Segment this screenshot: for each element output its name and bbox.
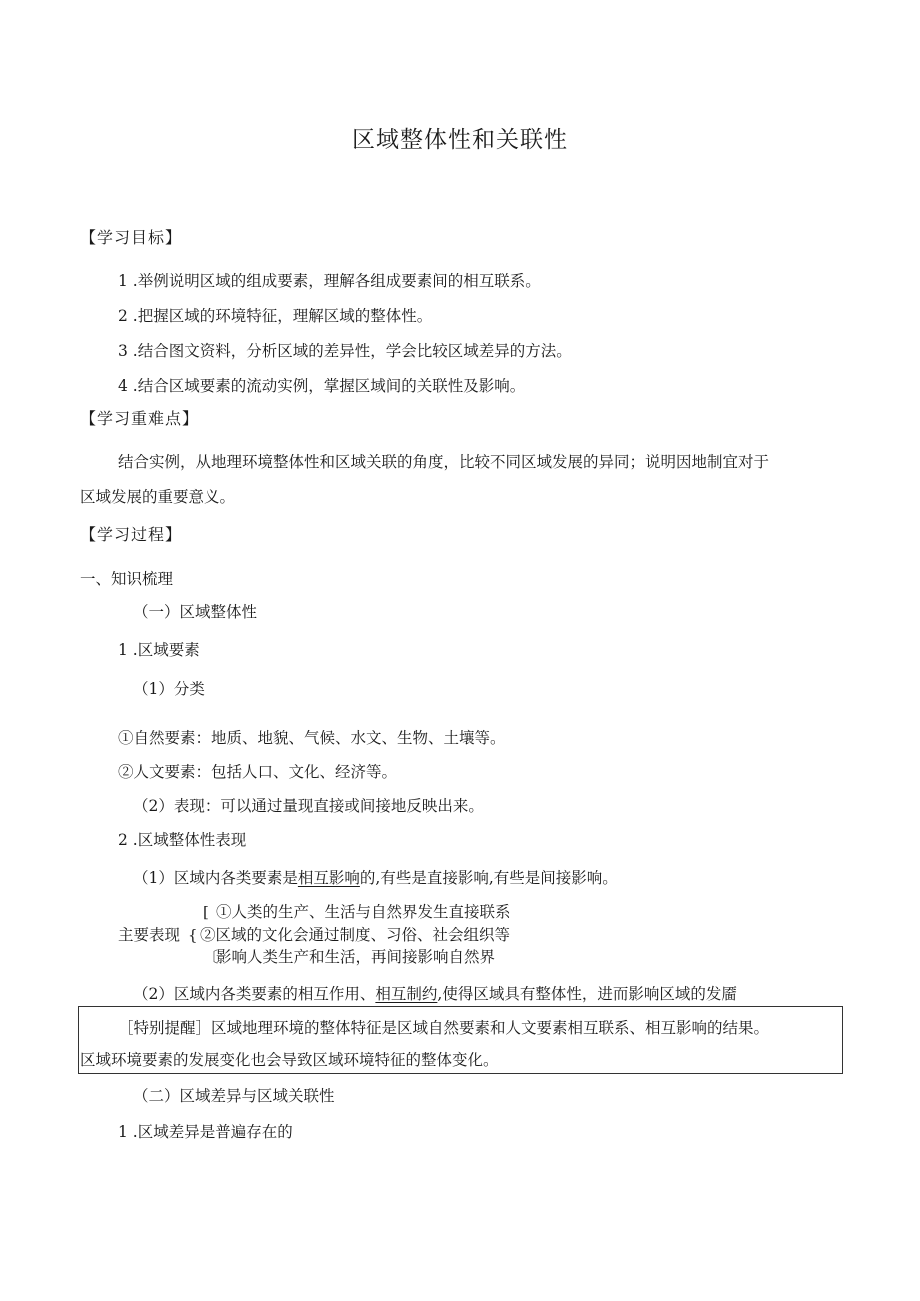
item-integrity: 2 .区域整体性表现 — [118, 831, 247, 849]
paragraph-interaction — [133, 868, 618, 888]
key-points-heading: 【学习重难点】 — [80, 409, 200, 428]
key-points-line-1: 结合实例，从地理环境整体性和区域关联的角度，比较不同区域发展的异同；说明因地制宜对于 — [118, 453, 770, 471]
paragraph-interaction-pre: （1）区域内各类要素是 — [133, 869, 298, 887]
paragraph-constraint-pre: （2）区域内各类要素的相互作用、 — [133, 985, 376, 1003]
item-classification: （1）分类 — [133, 680, 205, 698]
subsection-2: （二）区域差异与区域关联性 — [133, 1087, 335, 1105]
section-knowledge: 一、知识梳理 — [80, 570, 174, 588]
manifestation-2: ②区域的文化会通过制度、习俗、社会组织等 — [200, 926, 511, 944]
process-heading: 【学习过程】 — [80, 525, 183, 544]
objective-3: 3 .结合图文资料，分析区域的差异性，学会比较区域差异的方法。 — [118, 342, 572, 360]
human-elements: ②人文要素：包括人口、文化、经济等。 — [118, 763, 398, 781]
manifestation-3: 影响人类生产和生活，再间接影响自然界 — [216, 948, 496, 966]
objectives-heading: 【学习目标】 — [80, 228, 183, 247]
main-manifestation-label: 主要表现 — [118, 926, 181, 944]
page-title: 区域整体性和关联性 — [352, 127, 568, 153]
brace-bottom: 〔 — [203, 948, 219, 966]
paragraph-constraint-post: ,使得区域具有整体性，进而影响区域的发靥 — [437, 985, 737, 1003]
underlined-term-mutual-influence: 相互影响 — [297, 869, 360, 887]
manifestation-1: ①人类的生产、生活与自然界发生直接联系 — [216, 903, 511, 921]
brace-middle: { — [188, 926, 198, 944]
item-expression: （2）表现：可以通过量现直接或间接地反映出来。 — [133, 797, 484, 815]
objective-1: 1 .举例说明区域的组成要素，理解各组成要素间的相互联系。 — [118, 272, 541, 290]
subsection-1: （一）区域整体性 — [133, 603, 258, 621]
item-regional-elements: 1 .区域要素 — [118, 641, 200, 659]
objective-2: 2 .把握区域的环境特征，理解区域的整体性。 — [118, 307, 433, 325]
objective-4: 4 .结合区域要素的流动实例，掌握区域间的关联性及影响。 — [118, 377, 526, 395]
underlined-term-mutual-constraint: 相互制约 — [375, 985, 438, 1003]
special-tip-line-2: 区域环境要素的发展变化也会导致区域环境特征的整体变化。 — [80, 1051, 499, 1069]
paragraph-constraint — [133, 984, 737, 1004]
natural-elements: ①自然要素：地质、地貌、气候、水文、生物、土壤等。 — [118, 729, 506, 747]
brace-top: [ — [203, 903, 209, 921]
paragraph-interaction-post: 的,有些是直接影响,有些是间接影响。 — [359, 869, 618, 887]
special-tip-line-1: ［特别提醒］区域地理环境的整体特征是区域自然要素和人文要素相互联系、相互影响的结果。 — [118, 1019, 770, 1037]
item-regional-difference: 1 .区域差异是普遍存在的 — [118, 1123, 293, 1141]
key-points-line-2: 区域发展的重要意义。 — [80, 488, 236, 506]
